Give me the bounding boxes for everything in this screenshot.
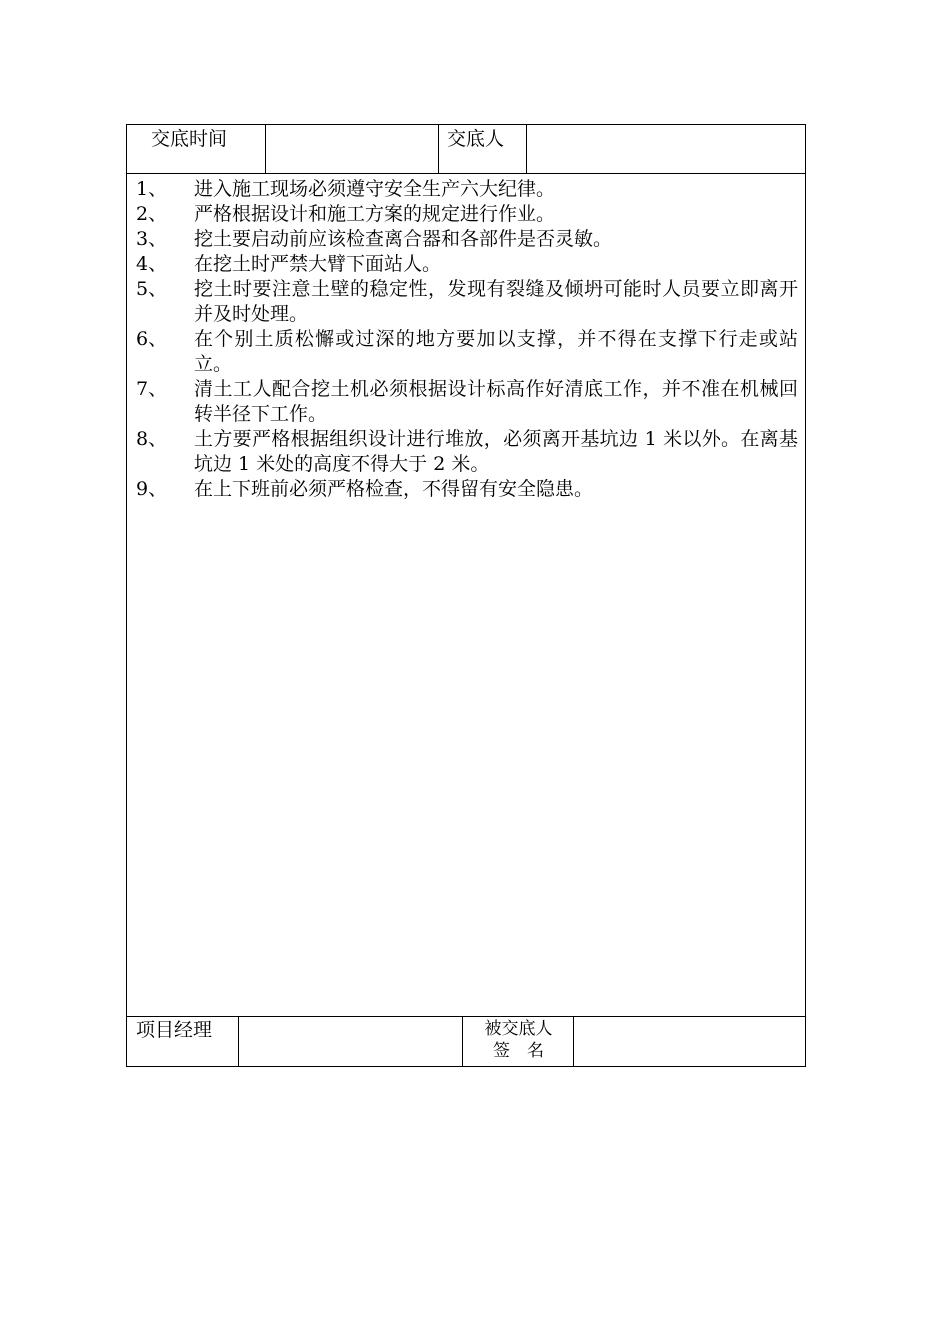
list-item (136, 277, 798, 327)
item-text: 挖土要启动前应该检查离合器和各部件是否灵敏。 (194, 228, 613, 250)
item-number: 5、 (136, 278, 168, 300)
briefing-content-list (136, 177, 798, 502)
safety-briefing-form (126, 124, 806, 1067)
item-number: 2、 (136, 203, 168, 225)
item-text: 严格根据设计和施工方案的规定进行作业。 (194, 203, 556, 225)
receiver-label-line2: 签 名 (493, 1041, 544, 1061)
item-number: 4、 (136, 253, 168, 275)
briefing-person-label: 交底人 (447, 128, 505, 150)
list-item (136, 327, 798, 377)
project-manager-label: 项目经理 (136, 1019, 213, 1041)
briefing-time-label: 交底时间 (151, 128, 228, 150)
list-item (136, 427, 798, 477)
item-text: 土方要严格根据组织设计进行堆放，必须离开基坑边 1 米以外。在离基坑边 1 米处的高度不得大于 2 米。 (194, 428, 798, 475)
item-text: 进入施工现场必须遵守安全生产六大纪律。 (194, 178, 556, 200)
item-number: 9、 (136, 478, 168, 500)
list-item (136, 377, 798, 427)
receiver-signature-label (463, 1018, 574, 1062)
list-item (136, 202, 798, 227)
list-item (136, 252, 798, 277)
item-number: 6、 (136, 328, 168, 350)
item-number: 1、 (136, 178, 168, 200)
item-number: 3、 (136, 228, 168, 250)
list-item (136, 177, 798, 202)
item-number: 7、 (136, 378, 168, 400)
item-text: 在个别土质松懈或过深的地方要加以支撑，并不得在支撑下行走或站立。 (194, 328, 798, 375)
item-number: 8、 (136, 428, 168, 450)
list-item (136, 227, 798, 252)
item-text: 清土工人配合挖土机必须根据设计标高作好清底工作，并不准在机械回转半径下工作。 (194, 378, 798, 425)
list-item (136, 477, 798, 502)
item-text: 在挖土时严禁大臂下面站人。 (194, 253, 442, 275)
item-text: 挖土时要注意土壁的稳定性，发现有裂缝及倾坍可能时人员要立即离开并及时处理。 (194, 278, 798, 325)
receiver-label-line1: 被交底人 (484, 1019, 553, 1039)
item-text: 在上下班前必须严格检查，不得留有安全隐患。 (194, 478, 594, 500)
